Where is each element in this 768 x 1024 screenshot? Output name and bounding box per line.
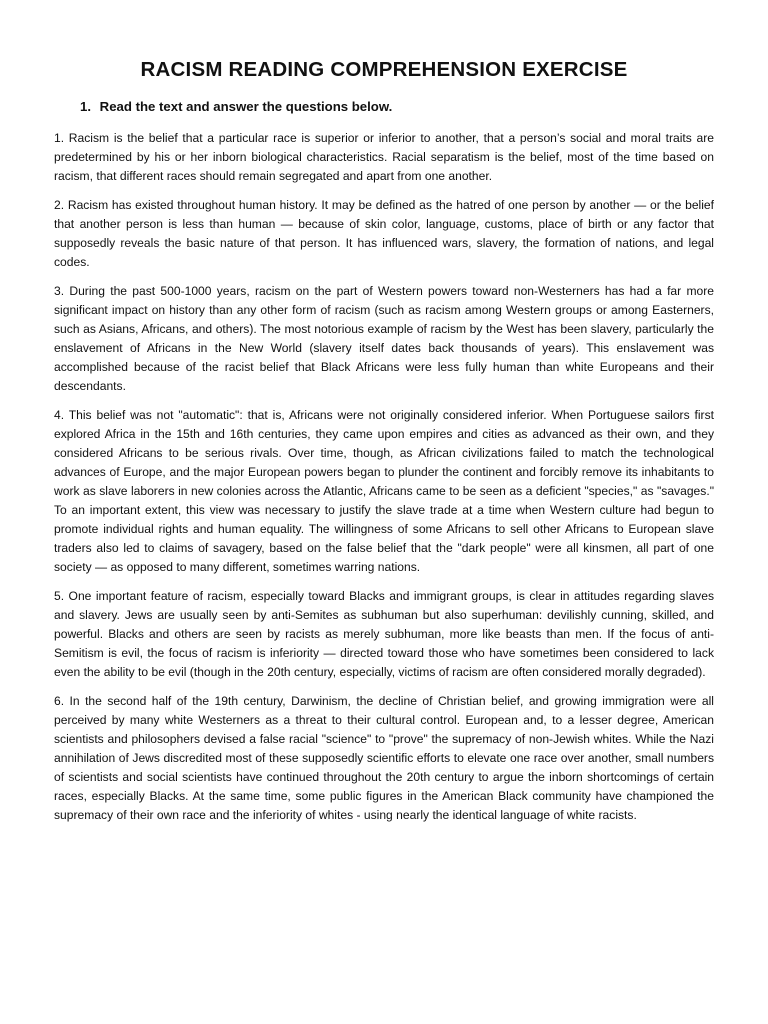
instruction-line xyxy=(80,99,700,114)
paragraph-3: 3. During the past 500-1000 years, racism on the part of Western powers toward non-Westerners has had a far more significant impact on history than any other form of racism (such as racism among Western groups or among Easterners, such as Asians, Africans, and others). The most notorious example of racism by the West has been slavery, particularly the enslavement of Africans in the New World (slavery itself dates back thousands of years). This enslavement was accomplished because of the racist belief that Black Africans were less fully human than white Europeans and their descendants. xyxy=(54,284,714,393)
paragraph-6: 6. In the second half of the 19th century, Darwinism, the decline of Christian belief, and growing immigration were all perceived by many white Westerners as a threat to their cultural control. European and, to a lesser degree, American scientists and philosophers devised a false racial "science" to "prove" the supremacy of non-Jewish whites. While the Nazi annihilation of Jews discredited most of these supposedly scientific efforts to elevate one race over another, small numbers of scientists and social scientists have continued throughout the 20th century to argue the inborn shortcomings of certain races, especially Blacks. At the same time, some public figures in the American Black community have championed the supremacy of their own race and the inferiority of whites - using nearly the identical language of white racists. xyxy=(54,694,714,822)
paragraph-1: 1. Racism is the belief that a particular race is superior or inferior to another, that a person’s social and moral traits are predetermined by his or her inborn biological characteristics. Racial separatism is the belief, most of the time based on racism, that different races should remain segregated and apart from one another. xyxy=(54,131,714,183)
body-text xyxy=(54,129,714,835)
instruction-number: 1. xyxy=(80,99,91,114)
instruction-text: Read the text and answer the questions below. xyxy=(99,99,393,114)
paragraph-2: 2. Racism has existed throughout human history. It may be defined as the hatred of one person by another — or the belief that another person is less than human — because of skin color, language, customs, place of birth or any factor that supposedly reveals the basic nature of that person. It has influenced wars, slavery, the formation of nations, and legal codes. xyxy=(54,198,714,269)
page-title: RACISM READING COMPREHENSION EXERCISE xyxy=(140,58,628,81)
paragraph-5: 5. One important feature of racism, especially toward Blacks and immigrant groups, is clear in attitudes regarding slaves and slavery. Jews are usually seen by anti-Semites as subhuman but also superhuman: devilishly cunning, skilled, and powerful. Blacks and others are seen by racists as merely subhuman, more like beasts than men. If the focus of anti- Semitism is evil, the focus of racism is inferiority — directed toward those who have sometimes been considered to lack even the ability to be evil (though in the 20th century, especially, victims of racism are often considered morally degraded). xyxy=(54,589,714,679)
paragraph-4: 4. This belief was not "automatic": that is, Africans were not originally considered inferior. When Portuguese sailors first explored Africa in the 15th and 16th centuries, they came upon empires and cities as advanced as their own, and they considered Africans to be serious rivals. Over time, though, as African civilizations failed to match the technological advances of Europe, and the major European powers began to plunder the continent and forcibly remove its inhabitants to work as slave laborers in new colonies across the Atlantic, Africans came to be seen as a deficient "species," as "savages." To an important extent, this view was necessary to justify the slave trade at a time when Western culture had begun to promote individual rights and human equality. The willingness of some Africans to sell other Africans to European slave traders also led to claims of savagery, based on the false belief that the "dark people" were all kinsmen, all part of one society — as opposed to many different, sometimes warring nations. xyxy=(54,408,714,574)
